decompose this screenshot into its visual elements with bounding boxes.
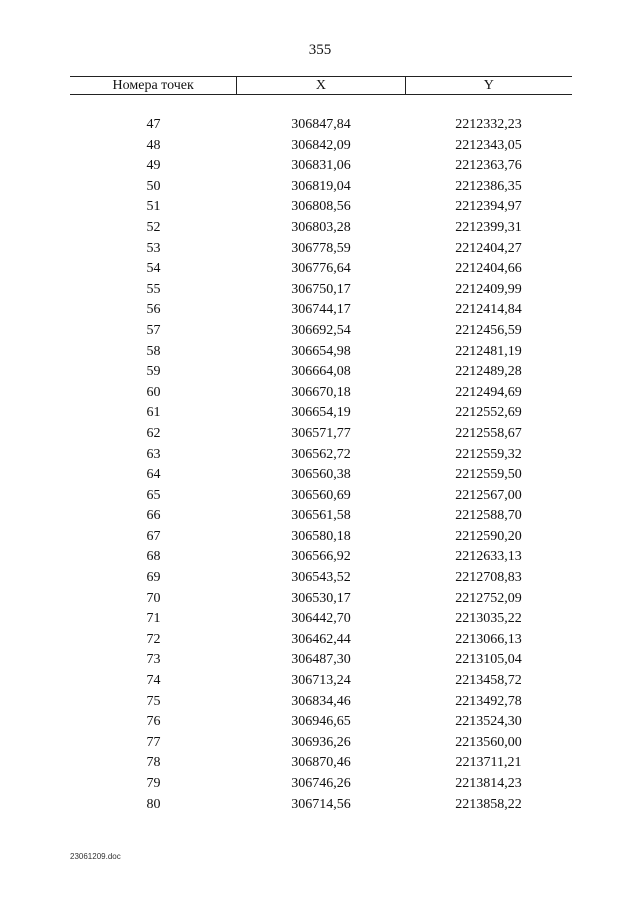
x-value: 306842,09 xyxy=(291,137,351,153)
point-number: 53 xyxy=(146,240,161,256)
x-value: 306936,26 xyxy=(291,734,351,750)
point-number: 76 xyxy=(146,714,161,730)
point-number: 54 xyxy=(146,261,161,277)
y-value: 2212343,05 xyxy=(455,137,522,153)
y-value: 2212386,35 xyxy=(455,178,522,194)
point-number: 61 xyxy=(146,405,161,421)
table-row xyxy=(70,712,572,733)
x-value: 306487,30 xyxy=(291,652,351,668)
y-value: 2212394,97 xyxy=(455,199,522,215)
y-value: 2213858,22 xyxy=(455,796,522,812)
coordinates-table xyxy=(70,76,572,815)
x-value: 306746,26 xyxy=(291,776,351,791)
point-number: 63 xyxy=(146,446,161,462)
y-value: 2212494,69 xyxy=(455,384,522,400)
y-value: 2212752,09 xyxy=(455,590,522,606)
point-number: 65 xyxy=(146,487,161,503)
x-value: 306654,98 xyxy=(291,343,351,359)
point-number: 68 xyxy=(146,549,161,565)
table-body xyxy=(70,115,572,815)
point-number: 77 xyxy=(146,734,161,750)
table-row xyxy=(70,259,572,280)
table-row xyxy=(70,774,572,795)
y-value: 2213066,13 xyxy=(455,631,522,647)
header-y: Y xyxy=(405,77,572,94)
point-number: 69 xyxy=(146,570,161,586)
x-value: 306847,84 xyxy=(291,117,351,132)
x-value: 306562,72 xyxy=(291,446,351,462)
y-value: 2213035,22 xyxy=(455,611,522,627)
table-row xyxy=(70,527,572,548)
x-value: 306776,64 xyxy=(291,261,351,277)
y-value: 2212456,59 xyxy=(455,322,522,338)
table-row xyxy=(70,197,572,218)
y-value: 2212399,31 xyxy=(455,219,522,235)
y-value: 2213458,72 xyxy=(455,673,522,689)
point-number: 49 xyxy=(146,158,161,174)
x-value: 306543,52 xyxy=(291,570,351,586)
point-number: 70 xyxy=(146,590,161,606)
y-value: 2212404,27 xyxy=(455,240,522,256)
point-number: 50 xyxy=(146,178,161,194)
table-row xyxy=(70,465,572,486)
point-number: 55 xyxy=(146,281,161,297)
y-value: 2212708,83 xyxy=(455,570,522,586)
x-value: 306808,56 xyxy=(291,199,351,215)
table-row xyxy=(70,547,572,568)
y-value: 2212588,70 xyxy=(455,508,522,524)
y-value: 2212404,66 xyxy=(455,261,522,277)
header-point-numbers: Номера точек xyxy=(112,78,194,93)
y-value: 2212332,23 xyxy=(455,117,522,132)
point-number: 52 xyxy=(146,219,161,235)
table-row xyxy=(70,650,572,671)
x-value: 306654,19 xyxy=(291,405,351,421)
y-value: 2212409,99 xyxy=(455,281,522,297)
x-value: 306566,92 xyxy=(291,549,351,565)
x-value: 306670,18 xyxy=(291,384,351,400)
point-number: 79 xyxy=(146,776,161,791)
point-number: 71 xyxy=(146,611,161,627)
point-number: 72 xyxy=(146,631,161,647)
point-number: 56 xyxy=(146,302,161,318)
table-row xyxy=(70,403,572,424)
page-number: 355 xyxy=(308,42,332,58)
table-row xyxy=(70,239,572,260)
x-value: 306462,44 xyxy=(291,631,351,647)
table-row xyxy=(70,609,572,630)
x-value: 306744,17 xyxy=(291,302,351,318)
point-number: 74 xyxy=(146,673,161,689)
point-number: 62 xyxy=(146,425,161,441)
y-value: 2212567,00 xyxy=(455,487,522,503)
x-value: 306714,56 xyxy=(291,796,351,812)
x-value: 306664,08 xyxy=(291,364,351,380)
x-value: 306778,59 xyxy=(291,240,351,256)
x-value: 306560,69 xyxy=(291,487,351,503)
y-value: 2212414,84 xyxy=(455,302,522,318)
table-row xyxy=(70,300,572,321)
point-number: 58 xyxy=(146,343,161,359)
y-value: 2212559,32 xyxy=(455,446,522,462)
x-value: 306834,46 xyxy=(291,693,351,709)
point-number: 66 xyxy=(146,508,161,524)
x-value: 306530,17 xyxy=(291,590,351,606)
x-value: 306819,04 xyxy=(291,178,351,194)
x-value: 306442,70 xyxy=(291,611,351,627)
table-row xyxy=(70,136,572,157)
point-number: 47 xyxy=(146,117,161,132)
table-row xyxy=(70,753,572,774)
table-row xyxy=(70,383,572,404)
point-number: 51 xyxy=(146,199,161,215)
table-row xyxy=(70,362,572,383)
point-number: 57 xyxy=(146,322,161,338)
y-value: 2212633,13 xyxy=(455,549,522,565)
table-row xyxy=(70,424,572,445)
table-row xyxy=(70,486,572,507)
x-value: 306561,58 xyxy=(291,508,351,524)
table-row xyxy=(70,280,572,301)
point-number: 78 xyxy=(146,755,161,771)
table-row xyxy=(70,115,572,136)
y-value: 2213105,04 xyxy=(455,652,522,668)
x-value: 306580,18 xyxy=(291,528,351,544)
y-value: 2213814,23 xyxy=(455,776,522,791)
y-value: 2213560,00 xyxy=(455,734,522,750)
y-value: 2212590,20 xyxy=(455,528,522,544)
y-value: 2212558,67 xyxy=(455,425,522,441)
table-row xyxy=(70,733,572,754)
x-value: 306750,17 xyxy=(291,281,351,297)
footer-filename: 23061209.doc xyxy=(70,852,121,861)
table-row xyxy=(70,445,572,466)
y-value: 2213492,78 xyxy=(455,693,522,709)
point-number: 64 xyxy=(146,467,161,483)
table-row xyxy=(70,156,572,177)
table-row xyxy=(70,342,572,363)
point-number: 67 xyxy=(146,528,161,544)
x-value: 306713,24 xyxy=(291,673,351,689)
table-row xyxy=(70,589,572,610)
x-value: 306803,28 xyxy=(291,219,351,235)
x-value: 306560,38 xyxy=(291,467,351,483)
y-value: 2212363,76 xyxy=(455,158,522,174)
x-value: 306692,54 xyxy=(291,322,351,338)
table-header xyxy=(70,76,572,95)
x-value: 306571,77 xyxy=(291,425,351,441)
table-row xyxy=(70,692,572,713)
table-row xyxy=(70,795,572,816)
header-x: X xyxy=(236,77,404,94)
point-number: 73 xyxy=(146,652,161,668)
point-number: 60 xyxy=(146,384,161,400)
point-number: 48 xyxy=(146,137,161,153)
table-row xyxy=(70,671,572,692)
point-number: 75 xyxy=(146,693,161,709)
y-value: 2212489,28 xyxy=(455,364,522,380)
y-value: 2212481,19 xyxy=(455,343,522,359)
x-value: 306870,46 xyxy=(291,755,351,771)
table-row xyxy=(70,177,572,198)
x-value: 306946,65 xyxy=(291,714,351,730)
y-value: 2213711,21 xyxy=(455,755,522,771)
table-row xyxy=(70,321,572,342)
table-row xyxy=(70,568,572,589)
table-row xyxy=(70,218,572,239)
point-number: 59 xyxy=(146,364,161,380)
table-row xyxy=(70,630,572,651)
y-value: 2213524,30 xyxy=(455,714,522,730)
x-value: 306831,06 xyxy=(291,158,351,174)
y-value: 2212559,50 xyxy=(455,467,522,483)
point-number: 80 xyxy=(146,796,161,812)
y-value: 2212552,69 xyxy=(455,405,522,421)
table-row xyxy=(70,506,572,527)
